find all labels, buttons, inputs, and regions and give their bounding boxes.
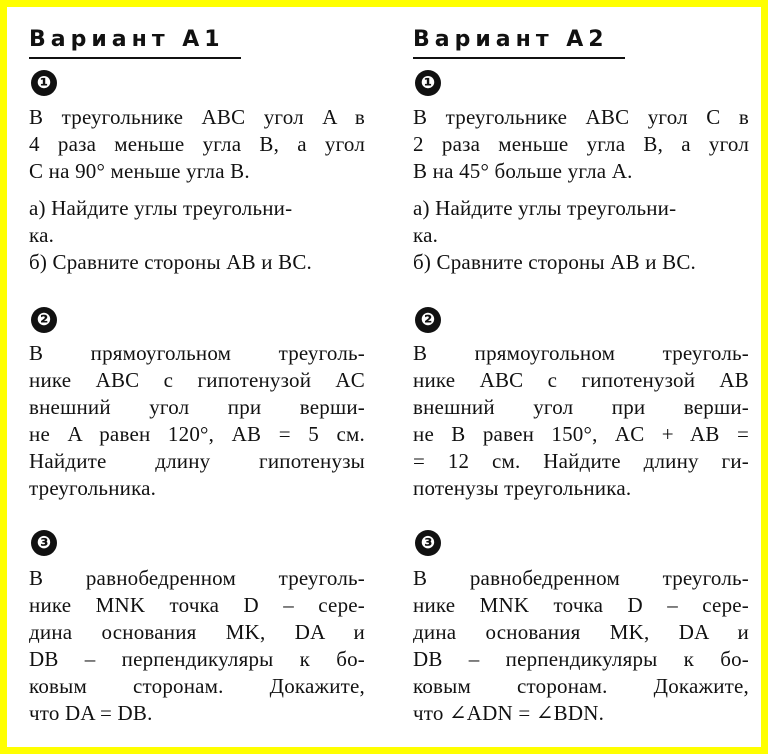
task-line: нике MNK точка D – сере- <box>29 593 365 617</box>
task-line: а) Найдите углы треугольни- <box>29 196 293 220</box>
task-line: DB – перпендикуляры к бо- <box>29 647 365 671</box>
task-line: ка. <box>413 223 439 247</box>
task-line: дина основания MK, DA и <box>29 620 365 644</box>
task-number-3-icon: ❸ <box>415 530 441 556</box>
task-line: б) Сравните стороны AB и BC. <box>413 250 696 274</box>
variant-title: Вариант А1 <box>29 27 225 52</box>
task-3-text <box>29 565 365 727</box>
task-2-text <box>29 340 365 502</box>
worksheet-page <box>7 7 761 747</box>
task-line: не A равен 120°, AB = 5 см. <box>29 422 365 446</box>
task-line: внешний угол при верши- <box>29 395 365 419</box>
task-2-text <box>413 340 749 502</box>
task-number-3-icon: ❸ <box>31 530 57 556</box>
title-underline <box>413 57 625 59</box>
task-number-1-icon: ❶ <box>415 70 441 96</box>
task-line: В треугольнике ABC угол C в <box>413 105 749 129</box>
task-number-2-icon: ❷ <box>31 307 57 333</box>
task-line: треугольника. <box>29 476 157 500</box>
task-line: дина основания MK, DA и <box>413 620 749 644</box>
variant-title: Вариант А2 <box>413 27 609 52</box>
task-3-text <box>413 565 749 727</box>
task-line: что ∠ADN = ∠BDN. <box>413 701 605 725</box>
task-1-text <box>413 104 749 276</box>
task-line: В равнобедренном треуголь- <box>29 566 365 590</box>
task-line: В равнобедренном треуголь- <box>413 566 749 590</box>
task-line: не B равен 150°, AC + AB = <box>413 422 749 446</box>
task-line: B на 45° больше угла A. <box>413 159 633 183</box>
task-line: что DA = DB. <box>29 701 153 725</box>
task-line: ка. <box>29 223 55 247</box>
task-line: C на 90° меньше угла B. <box>29 159 250 183</box>
task-line: ковым сторонам. Докажите, <box>29 674 365 698</box>
task-line: В треугольнике ABC угол A в <box>29 105 365 129</box>
task-line: DB – перпендикуляры к бо- <box>413 647 749 671</box>
task-line: б) Сравните стороны AB и BC. <box>29 250 312 274</box>
task-number-1-icon: ❶ <box>31 70 57 96</box>
task-line: Найдите длину гипотенузы <box>29 449 365 473</box>
task-number-2-icon: ❷ <box>415 307 441 333</box>
variant-a1-column <box>29 7 369 747</box>
task-line: = 12 см. Найдите длину ги- <box>413 449 749 473</box>
task-line: 2 раза меньше угла B, а угол <box>413 132 749 156</box>
variant-a2-column <box>413 7 753 747</box>
task-line: нике ABC с гипотенузой AC <box>29 368 365 392</box>
task-line: внешний угол при верши- <box>413 395 749 419</box>
task-line: В прямоугольном треуголь- <box>29 341 365 365</box>
task-line: ковым сторонам. Докажите, <box>413 674 749 698</box>
task-line: 4 раза меньше угла B, а угол <box>29 132 365 156</box>
task-line: нике MNK точка D – сере- <box>413 593 749 617</box>
task-line: нике ABC с гипотенузой AB <box>413 368 749 392</box>
title-underline <box>29 57 241 59</box>
task-line: потенузы треугольника. <box>413 476 632 500</box>
task-line: В прямоугольном треуголь- <box>413 341 749 365</box>
task-line: а) Найдите углы треугольни- <box>413 196 677 220</box>
task-1-text <box>29 104 365 276</box>
